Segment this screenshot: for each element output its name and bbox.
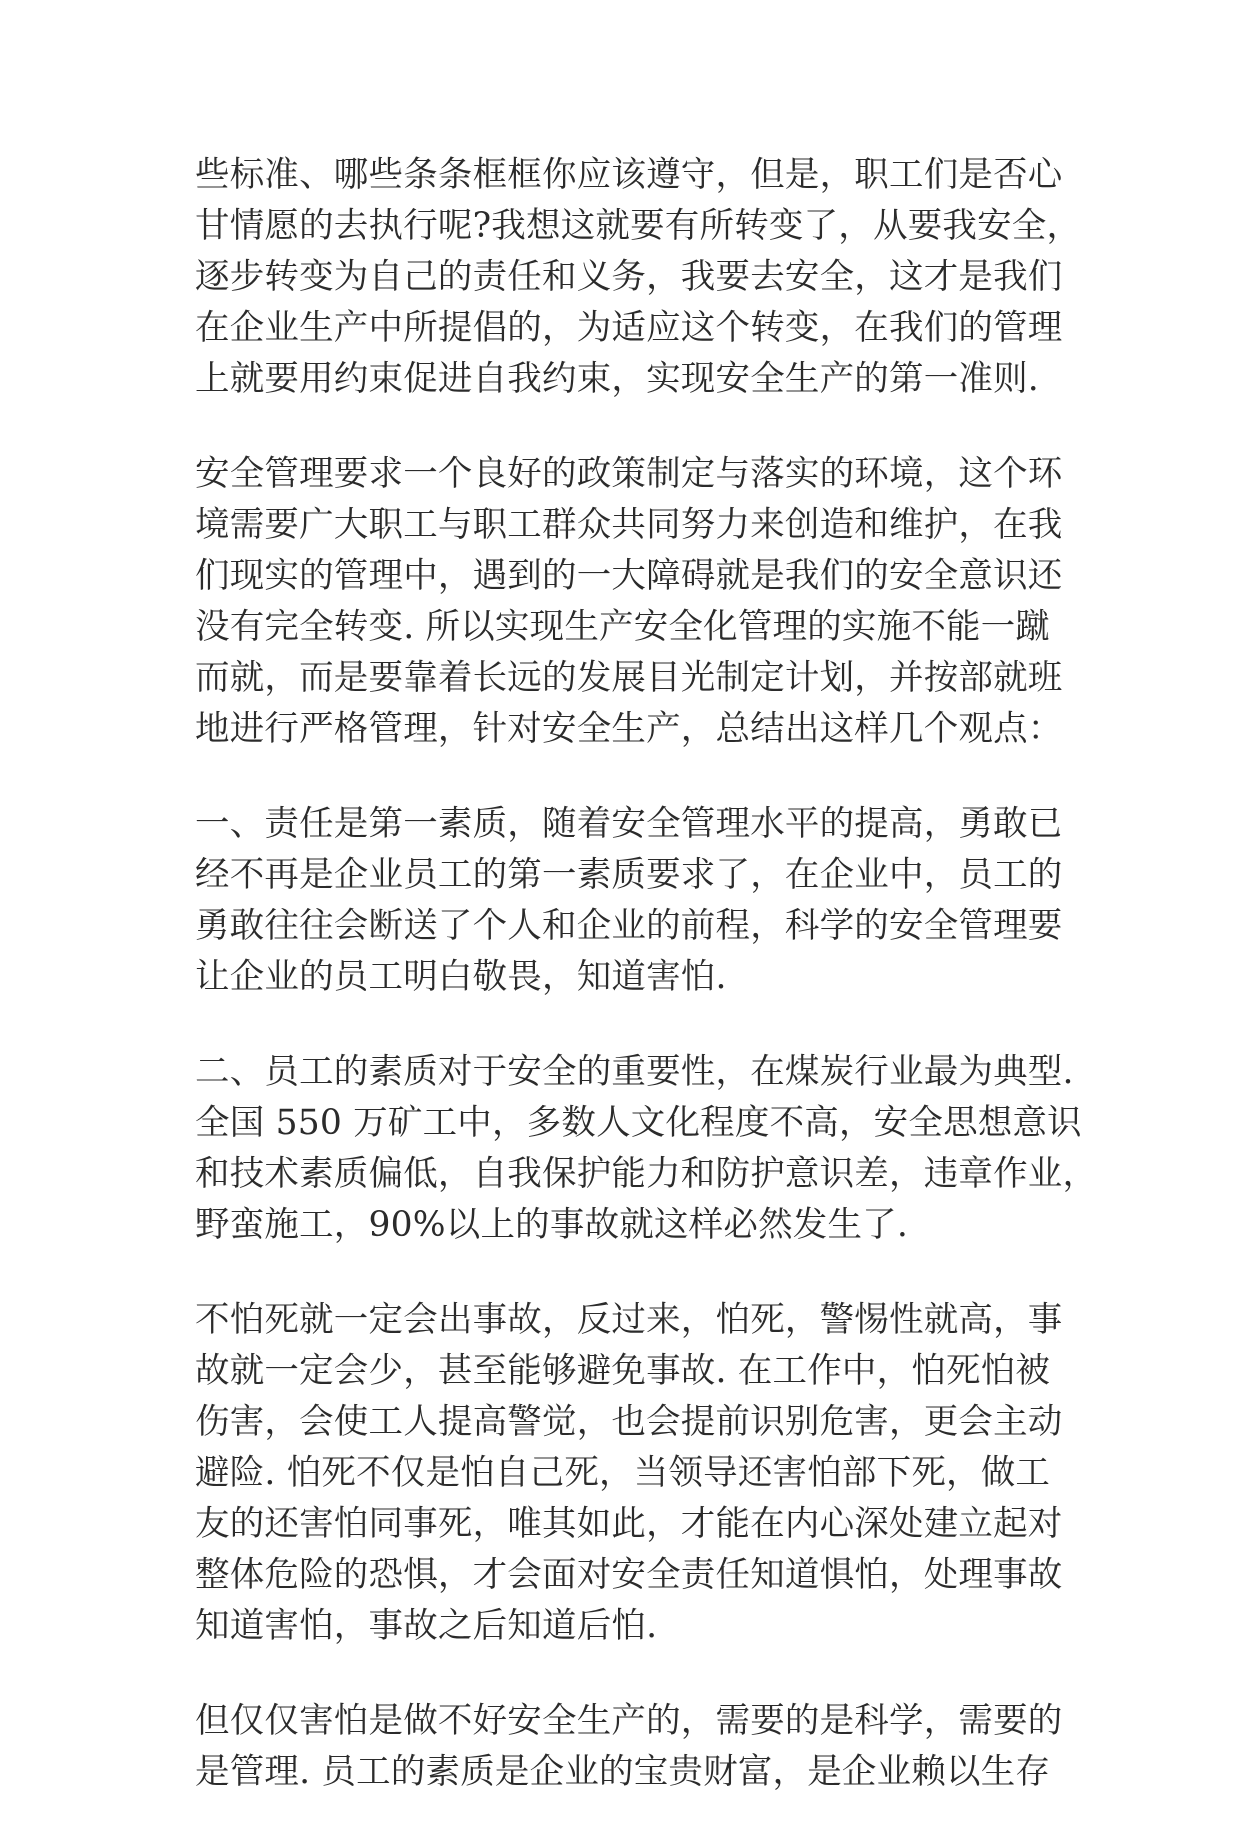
text-line: 野蛮施工，90%以上的事故就这样必然发生了. [195, 1205, 909, 1245]
text-line: 和技术素质偏低，自我保护能力和防护意识差，违章作业， [195, 1154, 1098, 1194]
paragraph [195, 1047, 1098, 1251]
text-line: 避险. 怕死不仅是怕自己死，当领导还害怕部下死，做工 [195, 1453, 1051, 1493]
text-line: 而就，而是要靠着长远的发展目光制定计划，并按部就班 [195, 658, 1063, 698]
text-line: 甘情愿的去执行呢?我想这就要有所转变了，从要我安全， [195, 206, 1082, 246]
text-line: 知道害怕，事故之后知道后怕. [195, 1606, 658, 1646]
text-line: 逐步转变为自己的责任和义务，我要去安全，这才是我们 [195, 257, 1063, 297]
text-line: 整体危险的恐惧，才会面对安全责任知道惧怕，处理事故 [195, 1555, 1063, 1595]
text-line: 没有完全转变. 所以实现生产安全化管理的实施不能一蹴 [195, 607, 1051, 647]
text-line: 在企业生产中所提倡的，为适应这个转变，在我们的管理 [195, 308, 1063, 348]
text-line: 地进行严格管理，针对安全生产，总结出这样几个观点： [195, 709, 1063, 749]
text-line: 上就要用约束促进自我约束，实现安全生产的第一准则. [195, 359, 1039, 399]
document-body [195, 150, 1098, 1842]
paragraph [195, 1696, 1075, 1798]
text-line: 伤害，会使工人提高警觉，也会提前识别危害，更会主动 [195, 1402, 1063, 1442]
text-line: 们现实的管理中，遇到的一大障碍就是我们的安全意识还 [195, 556, 1063, 596]
text-line: 故就一定会少，甚至能够避免事故. 在工作中，怕死怕被 [195, 1351, 1051, 1391]
paragraph [195, 449, 1075, 755]
text-line: 让企业的员工明白敬畏，知道害怕. [195, 957, 727, 997]
text-line: 不怕死就一定会出事故，反过来，怕死，警惕性就高，事 [195, 1300, 1063, 1340]
paragraph [195, 1295, 1075, 1652]
paragraph [195, 799, 1075, 1003]
text-line: 一、责任是第一素质，随着安全管理水平的提高，勇敢已 [195, 804, 1063, 844]
text-line: 全国 550 万矿工中，多数人文化程度不高，安全思想意识 [195, 1103, 1082, 1143]
text-line: 友的还害怕同事死，唯其如此，才能在内心深处建立起对 [195, 1504, 1063, 1544]
text-line: 但仅仅害怕是做不好安全生产的，需要的是科学，需要的 [195, 1701, 1063, 1741]
text-line: 勇敢往往会断送了个人和企业的前程，科学的安全管理要 [195, 906, 1063, 946]
paragraph [195, 150, 1082, 405]
text-line: 些标准、哪些条条框框你应该遵守，但是，职工们是否心 [195, 155, 1063, 195]
text-line: 经不再是企业员工的第一素质要求了，在企业中，员工的 [195, 855, 1063, 895]
text-line: 二、员工的素质对于安全的重要性，在煤炭行业最为典型. [195, 1052, 1074, 1092]
text-line: 境需要广大职工与职工群众共同努力来创造和维护，在我 [195, 505, 1063, 545]
text-line: 是管理. 员工的素质是企业的宝贵财富，是企业赖以生存 [195, 1752, 1051, 1792]
text-line: 安全管理要求一个良好的政策制定与落实的环境，这个环 [195, 454, 1063, 494]
